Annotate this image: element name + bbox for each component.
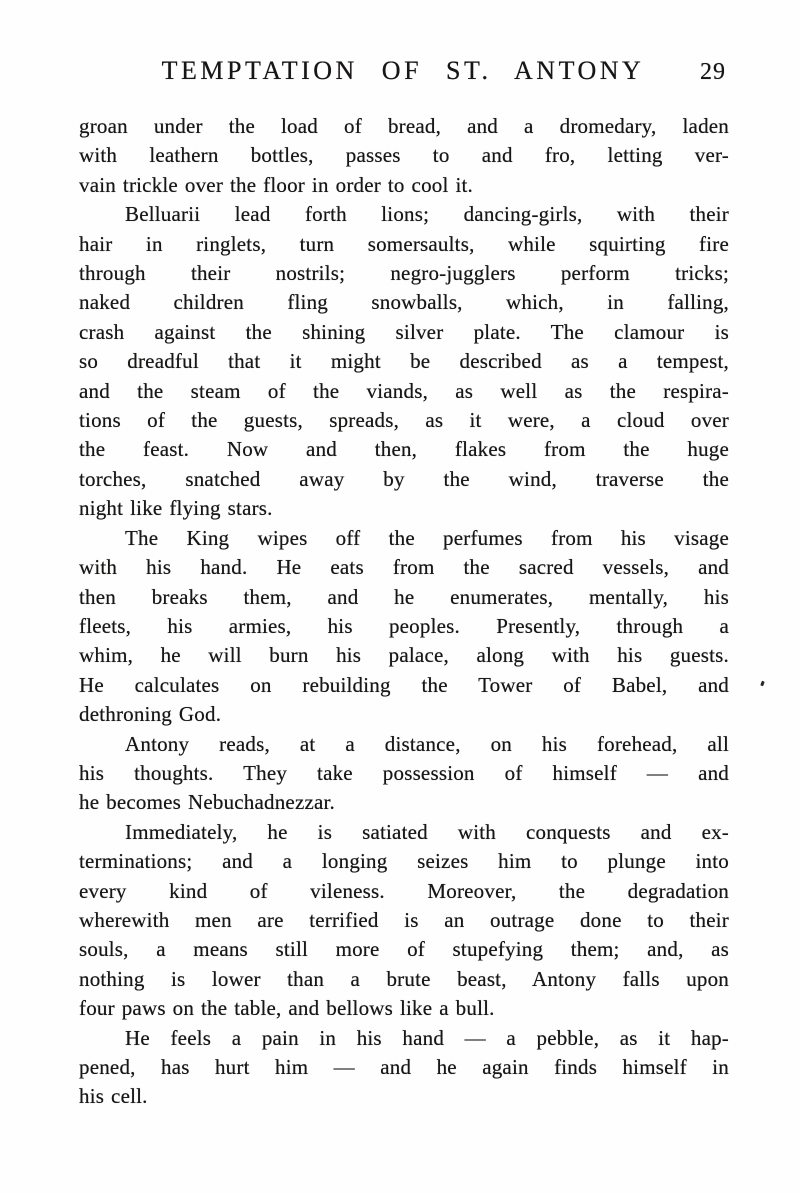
text-line: then breaks them, and he enumerates, mentally, his	[79, 584, 729, 609]
text-line: Immediately, he is satiated with conquests and ex-	[125, 819, 729, 844]
text-line: tions of the guests, spreads, as it were, a cloud over	[79, 408, 729, 433]
text-line: He calculates on rebuilding the Tower of Babel, and	[79, 672, 729, 697]
text-line: four paws on the table, and bellows like a bull.	[79, 996, 495, 1021]
text-line: his cell.	[79, 1084, 148, 1109]
running-header	[78, 56, 728, 90]
text-line: whim, he will burn his palace, along with his guests.	[79, 643, 729, 668]
text-line: The King wipes off the perfumes from his visage	[125, 525, 729, 550]
text-block	[79, 112, 729, 1112]
text-line: Antony reads, at a distance, on his forehead, all	[125, 731, 729, 756]
text-line: dethroning God.	[79, 702, 222, 727]
text-line: with leathern bottles, passes to and fro, letting ver-	[79, 143, 729, 168]
ink-speck	[760, 681, 765, 687]
text-line: fleets, his armies, his peoples. Presently, through a	[79, 613, 729, 638]
text-line: night like flying stars.	[79, 496, 273, 521]
text-line: naked children fling snowballs, which, in falling,	[79, 290, 729, 315]
text-line: groan under the load of bread, and a dromedary, laden	[79, 114, 729, 138]
page-number: 29	[700, 59, 726, 85]
text-line: with his hand. He eats from the sacred vessels, and	[79, 555, 729, 580]
text-line: vain trickle over the floor in order to cool it.	[79, 172, 473, 197]
text-line: his thoughts. They take possession of himself — and	[79, 760, 729, 785]
text-line: the feast. Now and then, flakes from the huge	[79, 437, 729, 462]
text-line: nothing is lower than a brute beast, Antony falls upon	[79, 966, 729, 991]
text-line: terminations; and a longing seizes him to plunge into	[79, 849, 729, 874]
text-line: and the steam of the viands, as well as the respira-	[79, 378, 729, 403]
text-line: so dreadful that it might be described as a tempest,	[79, 349, 729, 374]
text-line: wherewith men are terrified is an outrage done to their	[79, 907, 729, 932]
text-line: crash against the shining silver plate. The clamour is	[79, 319, 729, 344]
text-line: every kind of vileness. Moreover, the degradation	[79, 878, 729, 903]
page-title: TEMPTATION OF ST. ANTONY	[161, 56, 645, 85]
text-line: hair in ringlets, turn somersaults, while squirting fire	[79, 231, 729, 256]
text-line: pened, has hurt him — and he again finds himself in	[79, 1055, 729, 1079]
text-line: He feels a pain in his hand — a pebble, as it hap-	[125, 1025, 729, 1050]
text-line: he becomes Nebuchadnezzar.	[79, 790, 335, 815]
text-line: torches, snatched away by the wind, traverse the	[79, 466, 729, 491]
text-line: souls, a means still more of stupefying them; and, as	[79, 937, 729, 962]
text-line: Belluarii lead forth lions; dancing-girls, with their	[125, 202, 729, 227]
text-line: through their nostrils; negro-jugglers perform tricks;	[79, 261, 729, 286]
